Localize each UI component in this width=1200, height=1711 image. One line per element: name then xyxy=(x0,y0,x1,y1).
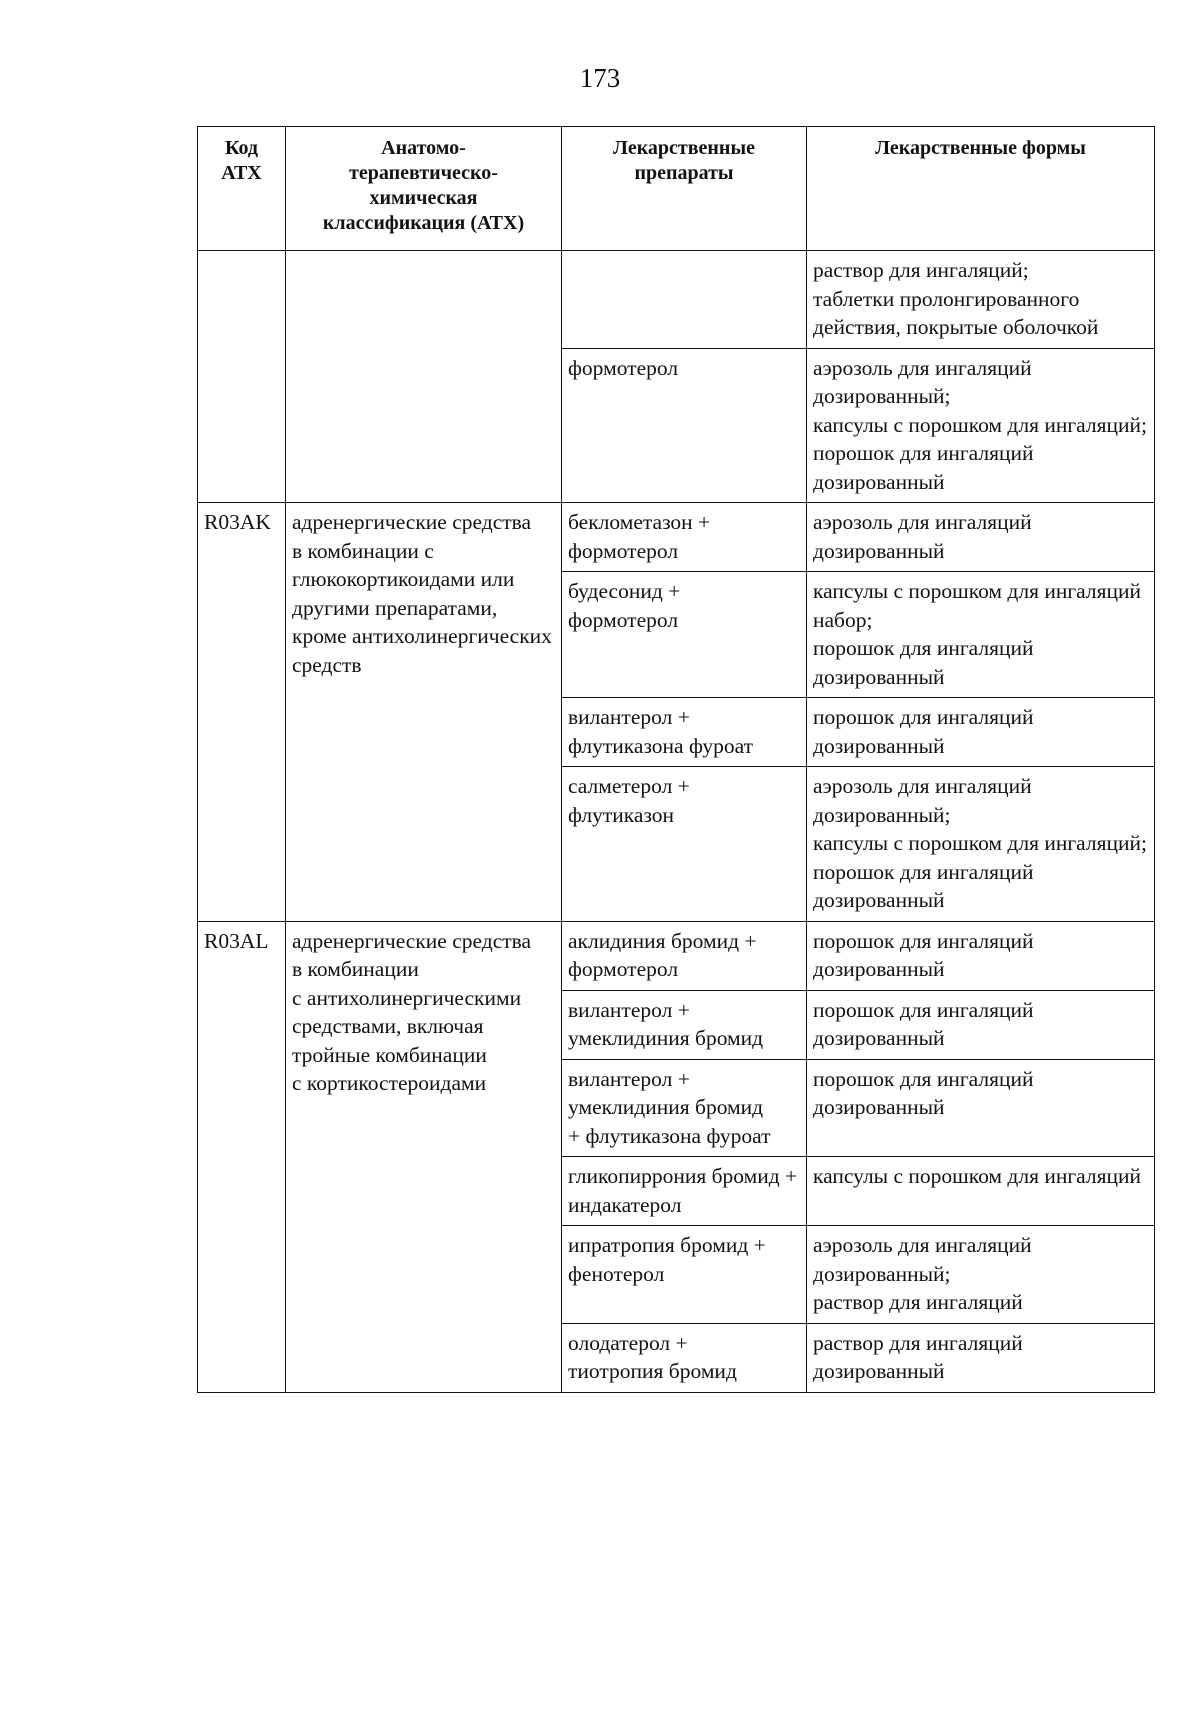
atc-code-cell xyxy=(198,251,286,503)
forms-cell xyxy=(807,1323,1155,1392)
header-dosage-forms xyxy=(807,127,1155,251)
table-row xyxy=(198,251,1155,349)
table-header xyxy=(198,127,1155,251)
atc-classification: адренергические средства в комбинации с антихолинергическими средствами, включая тройные комбинации с кортикостероидами xyxy=(292,928,532,1095)
forms-cell xyxy=(807,1226,1155,1324)
header-row xyxy=(198,127,1155,251)
dosage-forms: аэрозоль для ингаляций дозированный; капсулы с порошком для ингаляций; порошок для ингаляций дозированный xyxy=(813,774,1148,912)
dosage-forms: порошок для ингаляций дозированный xyxy=(813,705,1034,758)
header-drugs xyxy=(562,127,807,251)
forms-cell xyxy=(807,990,1155,1059)
drug-name: вилантерол + флутиказона фуроат xyxy=(568,705,754,758)
header-atc-classification-label: Анатомо- терапевтическо- химическая классификация (АТХ) xyxy=(322,137,525,234)
atc-code-cell xyxy=(198,503,286,922)
drug-cell xyxy=(562,503,807,572)
drug-name: вилантерол + умеклидиния бромид + флутиказона фуроат xyxy=(568,1066,771,1148)
drug-cell xyxy=(562,1059,807,1157)
forms-cell xyxy=(807,698,1155,767)
forms-cell xyxy=(807,1157,1155,1226)
drug-name: будесонид + формотерол xyxy=(568,579,681,632)
forms-cell xyxy=(807,503,1155,572)
table-row xyxy=(198,503,1155,572)
drug-name: формотерол xyxy=(568,355,679,380)
drug-name: салметерол + флутиказон xyxy=(568,774,690,827)
header-atc-code-label: Код АТХ xyxy=(221,137,262,184)
forms-cell xyxy=(807,348,1155,503)
dosage-forms: раствор для ингаляций дозированный xyxy=(813,1330,1023,1383)
table-body xyxy=(198,251,1155,1393)
atc-drug-table xyxy=(197,126,1155,1393)
dosage-forms: аэрозоль для ингаляций дозированный; раствор для ингаляций xyxy=(813,1233,1032,1314)
header-atc-code xyxy=(198,127,286,251)
drug-cell xyxy=(562,698,807,767)
dosage-forms: аэрозоль для ингаляций дозированный; капсулы с порошком для ингаляций; порошок для ингаляций дозированный xyxy=(813,355,1148,494)
atc-classification-cell xyxy=(286,251,562,503)
drug-cell xyxy=(562,1157,807,1226)
dosage-forms: капсулы с порошком для ингаляций xyxy=(813,1164,1142,1188)
header-dosage-forms-label: Лекарственные формы xyxy=(875,137,1086,159)
drug-name: ипратропия бромид + фенотерол xyxy=(568,1233,766,1286)
forms-cell xyxy=(807,572,1155,698)
atc-classification-cell xyxy=(286,503,562,922)
drug-cell xyxy=(562,1323,807,1392)
dosage-forms: порошок для ингаляций дозированный xyxy=(813,997,1034,1050)
drug-name: олодатерол + тиотропия бромид xyxy=(568,1330,737,1383)
drug-cell xyxy=(562,990,807,1059)
drug-cell xyxy=(562,348,807,503)
drug-cell xyxy=(562,572,807,698)
header-drugs-label: Лекарственные препараты xyxy=(613,137,755,184)
page-number: 173 xyxy=(579,63,621,93)
drug-name: аклидиния бромид + формотерол xyxy=(568,928,757,981)
drug-name: гликопиррония бромид + индакатерол xyxy=(568,1164,798,1217)
dosage-forms: порошок для ингаляций дозированный xyxy=(813,928,1034,981)
drug-cell xyxy=(562,921,807,990)
atc-code: R03AL xyxy=(204,928,269,953)
atc-code: R03AK xyxy=(204,510,271,534)
dosage-forms: порошок для ингаляций дозированный xyxy=(813,1066,1034,1119)
dosage-forms: капсулы с порошком для ингаляций набор; порошок для ингаляций дозированный xyxy=(813,579,1142,689)
forms-cell xyxy=(807,767,1155,922)
drug-cell xyxy=(562,1226,807,1324)
dosage-forms: аэрозоль для ингаляций дозированный xyxy=(813,510,1032,563)
atc-classification: адренергические средства в комбинации с глюкокортикоидами или другими препаратами, кроме антихолинергических средств xyxy=(292,510,552,677)
dosage-forms: раствор для ингаляций; таблетки пролонгированного действия, покрытые оболочкой xyxy=(813,258,1099,339)
drug-name: беклометазон + формотерол xyxy=(568,510,711,563)
header-atc-classification xyxy=(286,127,562,251)
forms-cell xyxy=(807,251,1155,349)
forms-cell xyxy=(807,1059,1155,1157)
atc-classification-cell xyxy=(286,921,562,1392)
table-row xyxy=(198,921,1155,990)
atc-code-cell xyxy=(198,921,286,1392)
forms-cell xyxy=(807,921,1155,990)
drug-cell xyxy=(562,251,807,349)
drug-name: вилантерол + умеклидиния бромид xyxy=(568,997,764,1050)
drug-cell xyxy=(562,767,807,922)
